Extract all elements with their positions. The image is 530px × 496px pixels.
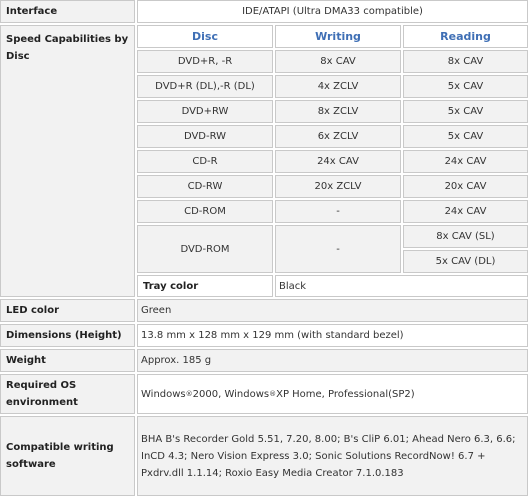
writing-cell: 24x CAV [275,150,401,173]
disc-cell: DVD-RW [137,125,273,148]
dimensions-label: Dimensions (Height) [0,324,135,347]
writing-cell: 4x ZCLV [275,75,401,98]
os-text-part2: XP Home, Professional(SP2) [276,388,415,400]
tray-color-value: Black [275,275,528,297]
compatible-software-value: BHA B's Recorder Gold 5.51, 7.20, 8.00; B's CliP 6.01; Ahead Nero 6.3, 6.6; InCD 4.3; Nero Vision Express 3.0; Sonic Solutions RecordNow! 6.7 + Pxdrv.dll 1.1.14; Roxio Easy Media Creator 7.1.0.183 [137,416,528,496]
writing-cell: 8x ZCLV [275,100,401,123]
disc-cell: CD-ROM [137,200,273,223]
reading-cell: 5x CAV [403,100,528,123]
weight-label: Weight [0,349,135,372]
interface-label: Interface [0,0,135,23]
disc-cell: CD-R [137,150,273,173]
reading-cell: 20x CAV [403,175,528,198]
os-text-part1: 2000, Windows [192,388,270,400]
reading-cell-dvd-rom-dl: 5x CAV (DL) [403,250,528,273]
disc-cell: DVD+R, -R [137,50,273,73]
led-color-value: Green [137,299,528,322]
registered-mark: ® [269,389,277,398]
compatible-software-label: Compatible writing software [0,416,135,496]
reading-cell: 8x CAV [403,50,528,73]
reading-cell-dvd-rom-sl: 8x CAV (SL) [403,225,528,248]
header-writing: Writing [275,25,401,48]
disc-cell-dvd-rom: DVD-ROM [137,225,273,273]
reading-cell: 5x CAV [403,75,528,98]
writing-cell: 8x CAV [275,50,401,73]
disc-cell: DVD+RW [137,100,273,123]
writing-cell: 6x ZCLV [275,125,401,148]
dimensions-value: 13.8 mm x 128 mm x 129 mm (with standard bezel) [137,324,528,347]
required-os-label: Required OS environment [0,374,135,414]
interface-value: IDE/ATAPI (Ultra DMA33 compatible) [137,0,528,23]
reading-cell: 5x CAV [403,125,528,148]
disc-cell: DVD+R (DL),-R (DL) [137,75,273,98]
reading-cell: 24x CAV [403,200,528,223]
disc-cell: CD-RW [137,175,273,198]
writing-cell: 20x ZCLV [275,175,401,198]
required-os-value [137,374,528,414]
header-reading: Reading [403,25,528,48]
speed-capabilities-label: Speed Capabilities by Disc [0,25,135,297]
led-color-label: LED color [0,299,135,322]
reading-cell: 24x CAV [403,150,528,173]
header-disc: Disc [137,25,273,48]
registered-mark: ® [185,389,193,398]
writing-cell-dvd-rom: - [275,225,401,273]
writing-cell: - [275,200,401,223]
tray-color-label: Tray color [137,275,273,297]
os-windows-text: Windows [141,388,186,400]
weight-value: Approx. 185 g [137,349,528,372]
